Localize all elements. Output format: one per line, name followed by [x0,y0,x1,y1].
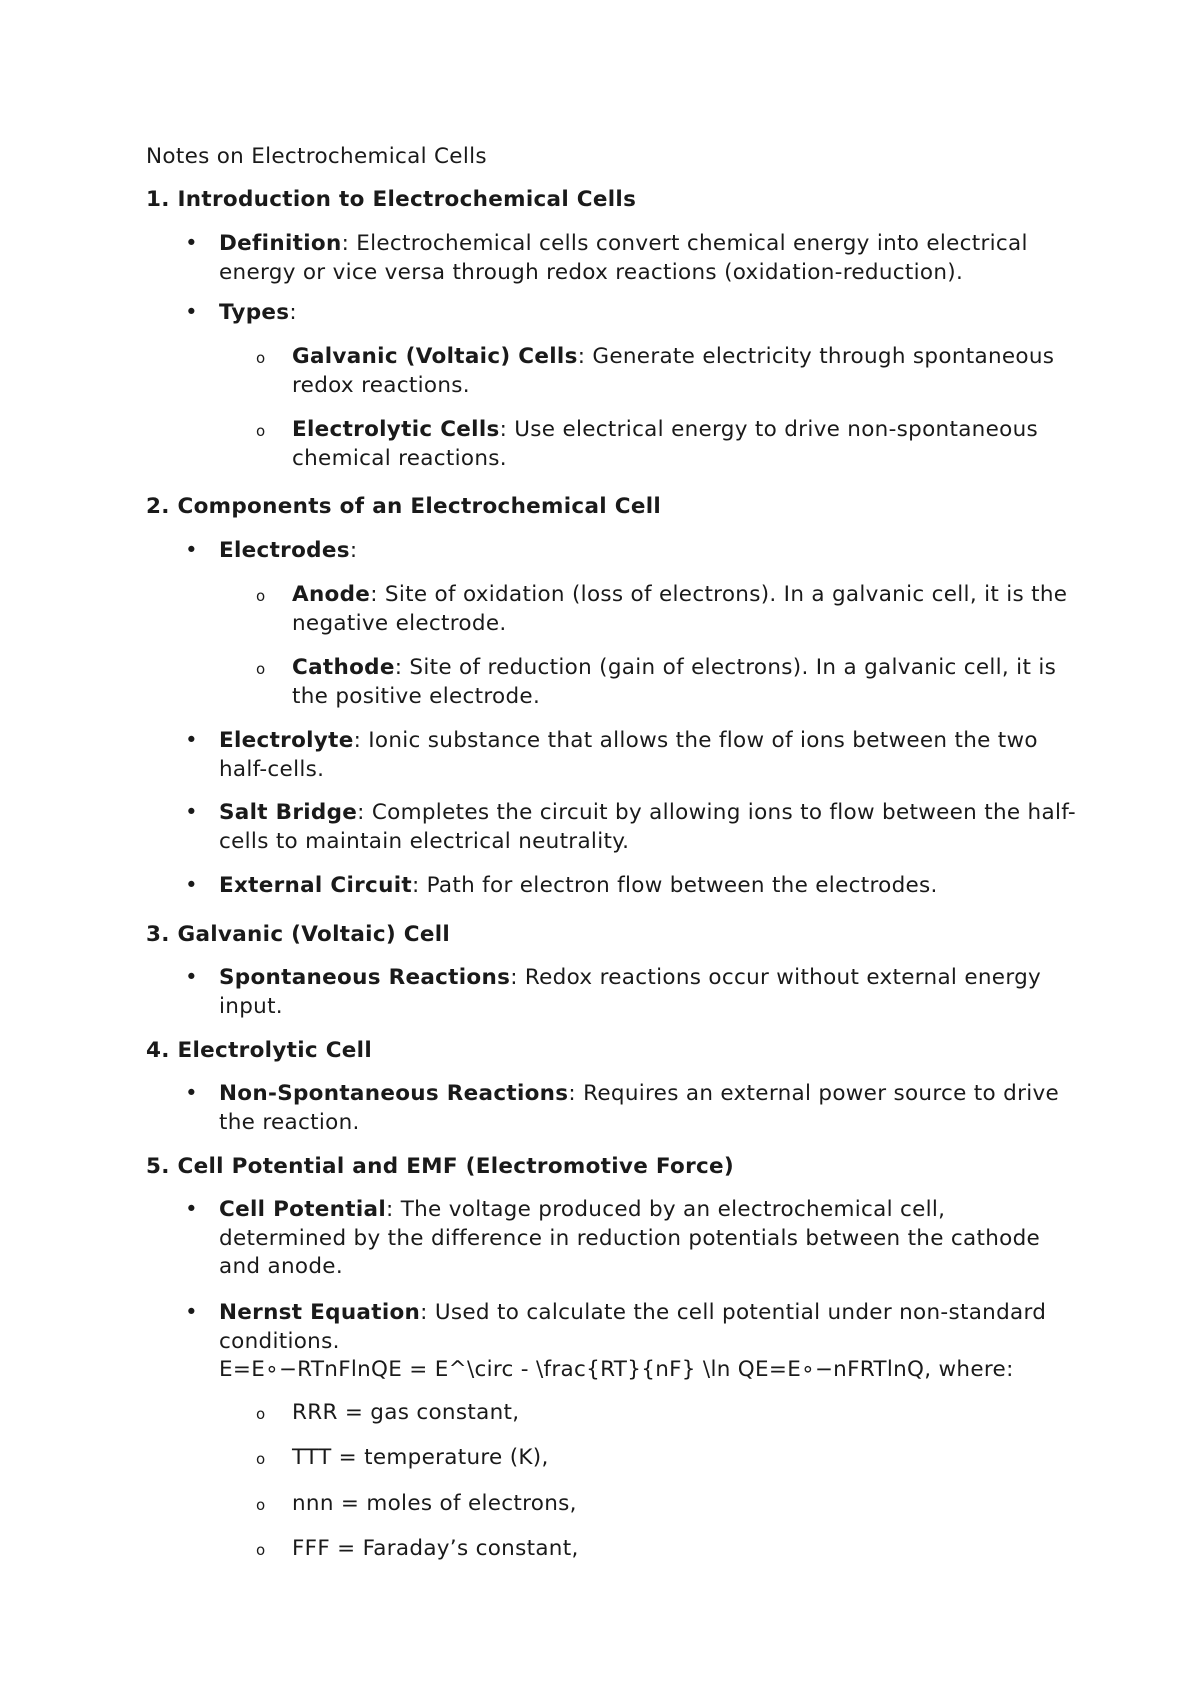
document-title: Notes on Electrochemical Cells [146,144,487,169]
item-term: Cell Potential [219,1197,387,1222]
bullet-icon: • [185,1197,198,1222]
item-term: Nernst Equation [219,1300,421,1325]
item-term: Types [219,300,290,325]
item-text: nnn = moles of electrons, [292,1491,577,1516]
sub-bullet-icon: o [256,349,266,367]
item-text: RRR = gas constant, [292,1400,520,1425]
item-term: Galvanic (Voltaic) Cells [292,344,578,369]
item-text: : Used to calculate the cell potential under non-standard conditions. [219,1300,1047,1354]
bullet-icon: • [185,1081,198,1106]
bullet-item-definition [185,230,1079,287]
bullet-icon: • [185,1300,198,1325]
section-heading-3: 3. Galvanic (Voltaic) Cell [146,922,451,947]
bullet-icon: • [185,965,198,990]
bullet-item-types [185,299,1079,328]
item-term: Definition [219,231,342,256]
sub-bullet-icon: o [256,1541,266,1559]
bullet-item-external-circuit [185,872,1079,901]
bullet-item-nernst-equation [185,1299,1079,1385]
bullet-item-salt-bridge [185,799,1079,856]
sub-bullet-icon: o [256,1496,266,1514]
item-text: : Site of oxidation (loss of electrons). In a galvanic cell, it is the negative electrode. [292,582,1068,636]
bullet-item-spontaneous-reactions [185,964,1079,1021]
item-term: Electrodes [219,538,350,563]
sub-item-gas-constant [256,1399,1082,1428]
section-heading-2: 2. Components of an Electrochemical Cell [146,494,662,519]
item-text: : [349,538,358,563]
item-text: TTT = temperature (K), [292,1445,549,1470]
item-text: : The voltage produced by an electrochemical cell, determined by the difference in reduction potentials between the cathode and anode. [219,1197,1041,1280]
item-text: : Electrochemical cells convert chemical energy into electrical energy or vice versa through redox reactions (oxidation-reduction). [219,231,1028,285]
bullet-icon: • [185,231,198,256]
sub-bullet-icon: o [256,587,266,605]
bullet-icon: • [185,800,198,825]
item-term: Spontaneous Reactions [219,965,511,990]
nernst-formula: E=E∘−RTnFlnQE = E^\circ - \frac{RT}{nF} \ln QE=E∘−nFRTlnQ, where: [219,1357,1014,1383]
sub-item-faraday-constant [256,1535,1082,1564]
section-heading-4: 4. Electrolytic Cell [146,1038,373,1063]
bullet-item-cell-potential [185,1196,1079,1282]
item-text: : Redox reactions occur without external energy input. [219,965,1042,1019]
bullet-item-non-spontaneous-reactions [185,1080,1079,1137]
bullet-icon: • [185,728,198,753]
item-term: Anode [292,582,371,607]
item-text: : Site of reduction (gain of electrons). In a galvanic cell, it is the positive electrode. [292,655,1057,709]
sub-bullet-icon: o [256,660,266,678]
bullet-item-electrolyte [185,727,1079,784]
sub-bullet-icon: o [256,422,266,440]
section-heading-1: 1. Introduction to Electrochemical Cells [146,187,637,212]
item-term: External Circuit [219,873,412,898]
sub-item-cathode [256,654,1082,711]
item-text: : Requires an external power source to drive the reaction. [219,1081,1060,1135]
item-text: : Path for electron flow between the electrodes. [411,873,938,898]
bullet-item-electrodes [185,537,1079,566]
sub-item-moles-of-electrons [256,1490,1082,1519]
sub-bullet-icon: o [256,1405,266,1423]
item-text: FFF = Faraday’s constant, [292,1536,579,1561]
sub-item-anode [256,581,1082,638]
item-term: Electrolyte [219,728,354,753]
item-text: : [289,300,297,325]
item-term: Cathode [292,655,395,680]
section-heading-5: 5. Cell Potential and EMF (Electromotive Force) [146,1154,735,1179]
sub-item-temperature [256,1444,1082,1473]
item-text: : Generate electricity through spontaneous redox reactions. [292,344,1055,398]
sub-item-electrolytic-cells [256,416,1082,473]
sub-item-galvanic-cells [256,343,1082,400]
bullet-icon: • [185,538,198,563]
item-term: Non-Spontaneous Reactions [219,1081,569,1106]
item-text: : Completes the circuit by allowing ions to flow between the half-cells to maintain electrical neutrality. [219,800,1076,854]
bullet-icon: • [185,873,198,898]
item-term: Salt Bridge [219,800,358,825]
sub-bullet-icon: o [256,1450,266,1468]
bullet-icon: • [185,300,198,325]
item-term: Electrolytic Cells [292,417,500,442]
item-text: : Ionic substance that allows the flow of ions between the two half-cells. [219,728,1038,782]
item-text: : Use electrical energy to drive non-spontaneous chemical reactions. [292,417,1039,471]
